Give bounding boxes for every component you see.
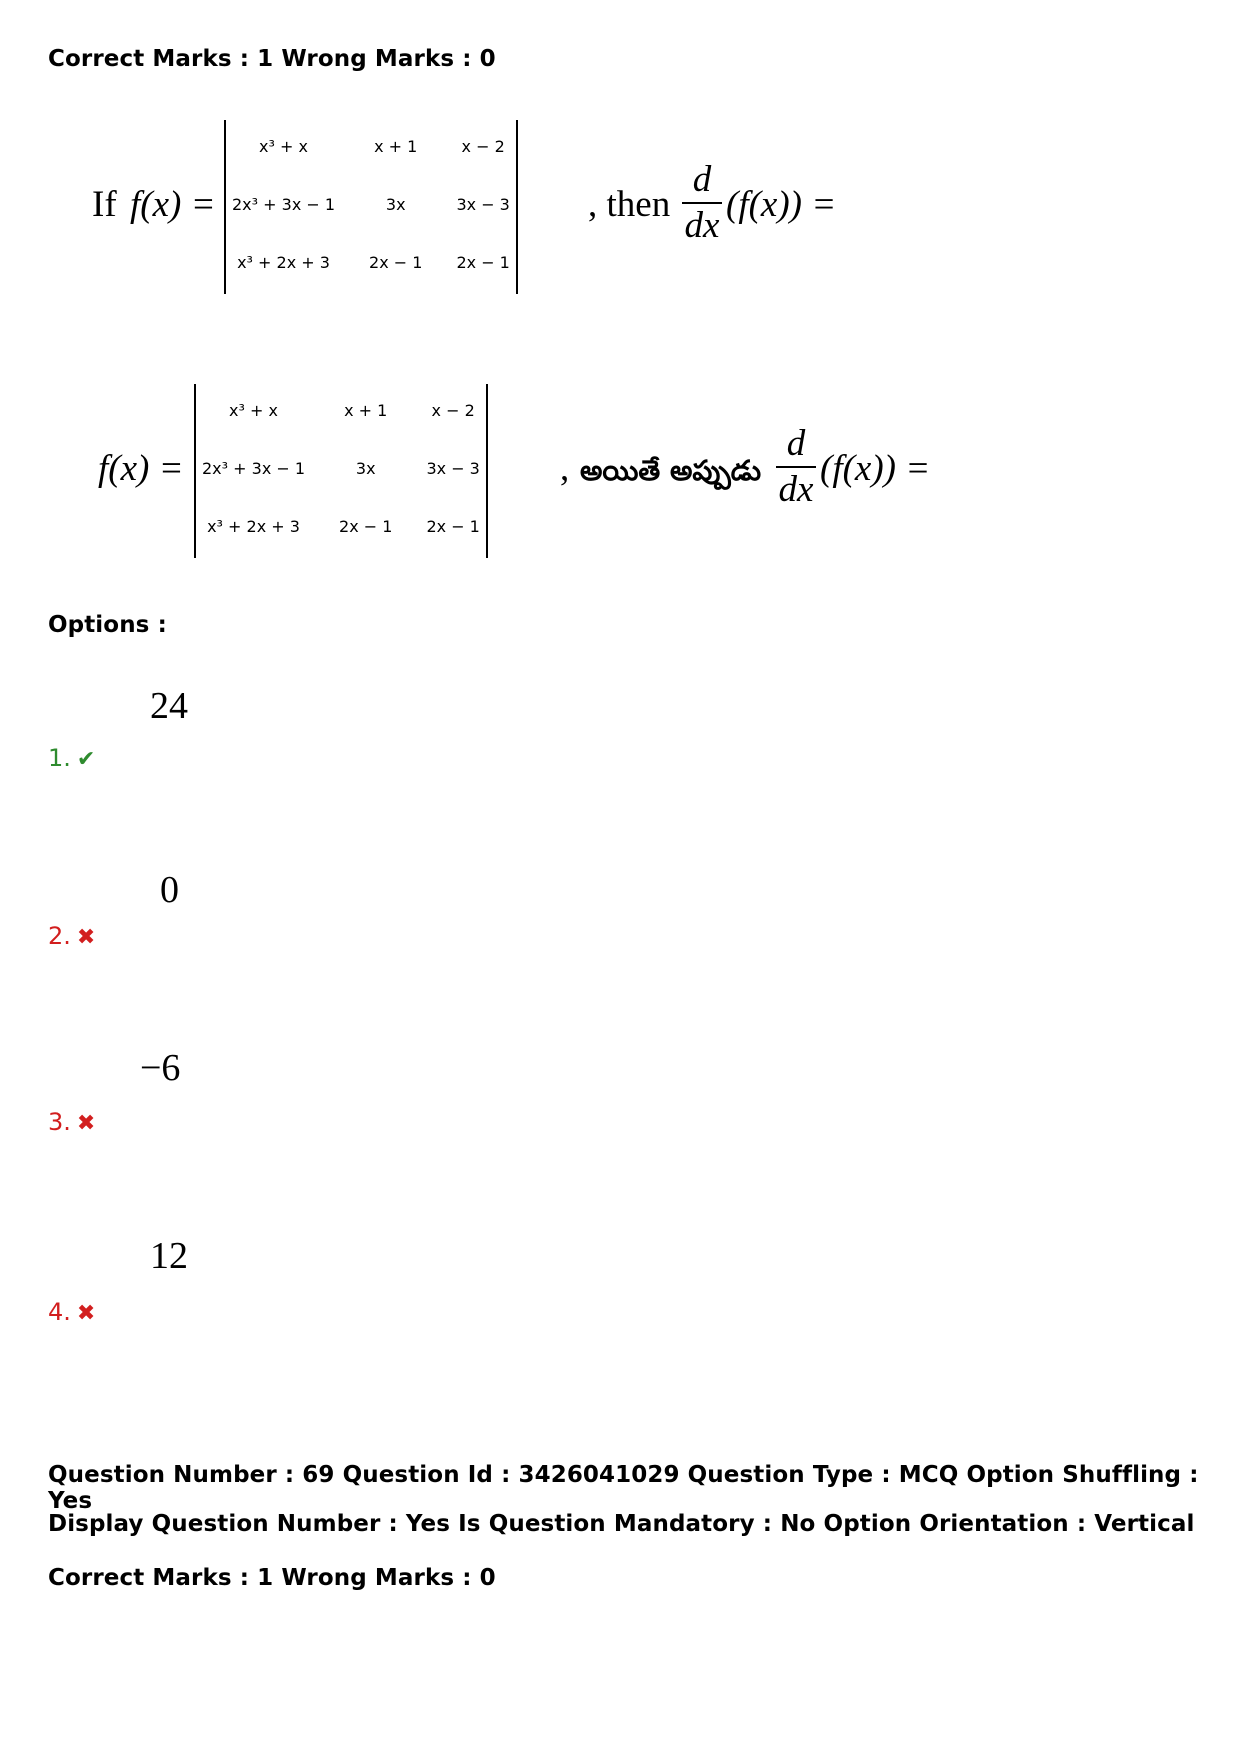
option-number: 2.: [48, 922, 71, 950]
telugu-then-text: అయితే అప్పుడు: [580, 454, 762, 487]
option-3-label: [48, 1108, 95, 1136]
determinant-matrix: [194, 384, 488, 558]
cross-icon: ✖: [76, 1111, 96, 1136]
cross-icon: ✖: [76, 1301, 96, 1326]
then-text: , then: [588, 184, 671, 225]
fraction-bar: [776, 466, 816, 468]
function-label: f(x) =: [98, 448, 184, 489]
matrix-cell: 2x − 1: [456, 253, 510, 272]
option-1-label: [48, 744, 95, 772]
options-heading: Options :: [48, 612, 167, 638]
option-number: 1.: [48, 744, 71, 772]
option-number: 3.: [48, 1108, 71, 1136]
option-number: 4.: [48, 1298, 71, 1326]
derivative-denominator: dx: [778, 469, 814, 510]
comma: ,: [560, 448, 570, 489]
option-1-value: 24: [150, 685, 188, 727]
question-meta-line-2: Display Question Number : Yes Is Question Mandatory : No Option Orientation : Vertical: [48, 1511, 1195, 1537]
matrix-cell: 2x − 1: [369, 253, 423, 272]
derivative-numerator: d: [692, 159, 712, 200]
fraction-bar: [682, 202, 722, 204]
option-2-value: 0: [160, 869, 179, 911]
question-meta-line-3: Correct Marks : 1 Wrong Marks : 0: [48, 1565, 496, 1591]
matrix-cell: x + 1: [374, 137, 418, 156]
matrix-cell: x − 2: [461, 137, 505, 156]
option-2-label: [48, 922, 95, 950]
checkmark-icon: ✔: [76, 747, 96, 772]
question-meta-line-1: Question Number : 69 Question Id : 3426041029 Question Type : MCQ Option Shuffling : Yes: [48, 1462, 1199, 1514]
derivative-denominator: dx: [684, 205, 720, 246]
matrix-cell: x − 2: [431, 401, 475, 420]
option-4-label: [48, 1298, 95, 1326]
option-3-value: −6: [140, 1047, 181, 1089]
derivative-fraction: [682, 160, 722, 246]
question-prefix: If: [92, 184, 117, 225]
matrix-cell: 2x³ + 3x − 1: [232, 195, 336, 214]
matrix-cell: 2x³ + 3x − 1: [202, 459, 306, 478]
matrix-cell: x³ + x: [229, 401, 278, 420]
matrix-cell: x³ + 2x + 3: [207, 517, 300, 536]
cross-icon: ✖: [76, 925, 96, 950]
derivative-numerator: d: [786, 423, 806, 464]
matrix-cell: x³ + x: [259, 137, 308, 156]
matrix-cell: x + 1: [344, 401, 388, 420]
matrix-cell: 3x: [385, 195, 406, 214]
matrix-cell: 2x − 1: [339, 517, 393, 536]
matrix-cell: x³ + 2x + 3: [237, 253, 330, 272]
derivative-fraction: [776, 424, 816, 510]
derivative-tail: (f(x)) =: [726, 184, 837, 225]
determinant-matrix: [224, 120, 518, 294]
matrix-cell: 2x − 1: [426, 517, 480, 536]
matrix-cell: 3x − 3: [456, 195, 510, 214]
matrix-cell: 3x − 3: [426, 459, 480, 478]
derivative-tail: (f(x)) =: [820, 448, 931, 489]
function-label: f(x) =: [130, 184, 216, 225]
marks-line: Correct Marks : 1 Wrong Marks : 0: [48, 46, 496, 72]
matrix-cell: 3x: [355, 459, 376, 478]
option-4-value: 12: [150, 1235, 188, 1277]
